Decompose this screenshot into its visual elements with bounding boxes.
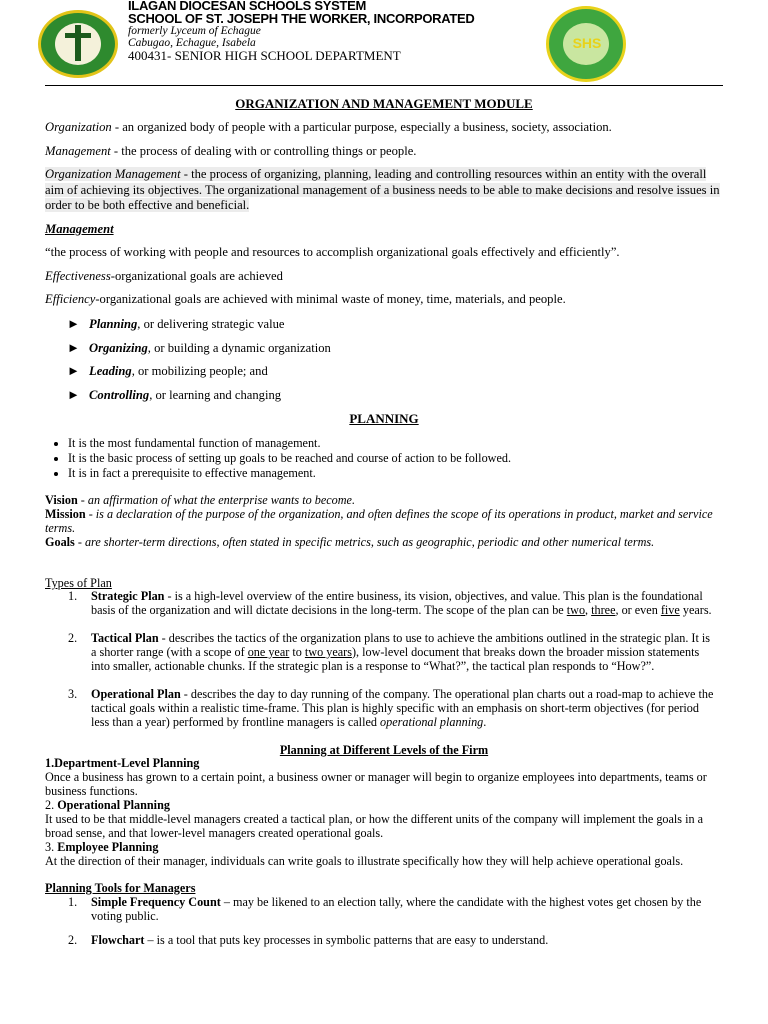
vision-line: Vision - an affirmation of what the enterprise wants to become. bbox=[45, 493, 355, 507]
definition-organization: Organization - an organized body of people with a particular purpose, especially a business, society, association. bbox=[45, 120, 612, 134]
levels-title: Planning at Different Levels of the Firm bbox=[279, 743, 489, 757]
level-heading-operational: 2. Operational Planning bbox=[45, 798, 170, 812]
goals-line: Goals - are shorter-term directions, often stated in specific metrics, such as geographic, periodic and other numerical terms. bbox=[45, 535, 655, 549]
definition-term: Management bbox=[45, 144, 111, 158]
arrow-bullet-icon: ► bbox=[67, 387, 80, 402]
definition-term: Organization bbox=[45, 120, 112, 134]
level-text-operational: It used to be that middle-level managers created a tactical plan, or how the different units of the company will implement the goals in a broad sense, and that lower-level managers created operational goals. bbox=[45, 812, 704, 840]
effectiveness-line: Effectiveness-organizational goals are achieved bbox=[45, 269, 283, 283]
definition-term: Organization Management bbox=[45, 167, 181, 181]
list-item: • It is the most fundamental function of management. bbox=[68, 436, 511, 451]
function-item-leading: ► Leading, or mobilizing people; and bbox=[67, 363, 268, 378]
level-text-employee: At the direction of their manager, individuals can write goals to illustrate specifically how they will help achieve operational goals. bbox=[45, 854, 684, 868]
definition-text: an organized body of people with a particular purpose, especially a business, society, association. bbox=[122, 120, 612, 134]
planning-title: PLANNING bbox=[349, 411, 419, 426]
school-address: Cabugao, Echague, Isabela bbox=[128, 37, 256, 49]
level-heading-employee: 3. Employee Planning bbox=[45, 840, 159, 854]
level-heading-department: 1.Department-Level Planning bbox=[45, 756, 200, 770]
former-name: formerly Lyceum of Echague bbox=[128, 25, 261, 37]
module-title: ORGANIZATION AND MANAGEMENT MODULE bbox=[235, 96, 533, 111]
department-name: 400431- SENIOR HIGH SCHOOL DEPARTMENT bbox=[128, 48, 401, 63]
tools-heading: Planning Tools for Managers bbox=[45, 881, 196, 895]
definition-text: the process of dealing with or controlling things or people. bbox=[121, 144, 417, 158]
shs-department-logo bbox=[546, 6, 626, 82]
function-item-controlling: ► Controlling, or learning and changing bbox=[67, 387, 282, 402]
arrow-bullet-icon: ► bbox=[67, 316, 80, 331]
management-heading: Management bbox=[45, 222, 114, 236]
function-item-planning: ► Planning, or delivering strategic value bbox=[67, 316, 285, 331]
plan-item-tactical: 2. Tactical Plan - describes the tactics of the organization plans to use to achieve the ambitions outlined in the strategic plan. It is a shorter range (with a scope of one year to two years), low-level document that breaks down the broader mission statements into smaller, actionable chunks. If the strategic plan is a response to “What?”, the tactical plan responds to “How?”. bbox=[68, 631, 711, 673]
definition-text: the process of organizing, planning, leading and controlling resources within an entity with the overall aim of achieving its objectives. The organizational management of a business needs to be able to make decisions and resolve issues in order to be both effective and beneficial. bbox=[45, 167, 720, 212]
header-divider bbox=[45, 85, 723, 86]
management-quote: “the process of working with people and resources to accomplish organizational goals effectively and efficiently”. bbox=[45, 245, 620, 259]
function-item-organizing: ► Organizing, or building a dynamic organization bbox=[67, 340, 331, 355]
arrow-bullet-icon: ► bbox=[67, 363, 80, 378]
school-name: SCHOOL OF ST. JOSEPH THE WORKER, INCORPORATED bbox=[128, 11, 475, 26]
definition-management: Management - the process of dealing with or controlling things or people. bbox=[45, 144, 417, 158]
definition-organization-management: Organization Management - the process of organizing, planning, leading and controlling resources within an entity with the overall aim of achieving its objectives. The organizational management of a business needs to be able to make decisions and resolve issues in order to be both effective and beneficial. bbox=[45, 167, 720, 212]
types-of-plan-heading: Types of Plan bbox=[45, 576, 112, 590]
list-item: • It is in fact a prerequisite to effective management. bbox=[68, 466, 511, 481]
school-system-name: ILAGAN DIOCESAN SCHOOLS SYSTEM bbox=[128, 0, 367, 13]
shs-logo-text: SHS bbox=[572, 35, 602, 51]
arrow-bullet-icon: ► bbox=[67, 340, 80, 355]
level-text-department: Once a business has grown to a certain point, a business owner or manager will begin to organize employees into departments, teams or business functions. bbox=[45, 770, 707, 798]
efficiency-line: Efficiency-organizational goals are achieved with minimal waste of money, time, materials, and people. bbox=[45, 292, 566, 306]
mission-line: Mission - is a declaration of the purpose of the organization, and often defines the scope of its operations in product, market and service terms. bbox=[45, 507, 713, 535]
plan-item-strategic: 1. Strategic Plan - is a high-level overview of the entire business, its vision, objectives, and value. This plan is the foundational basis of the organization and will dictate decisions in the long-term. The scope of the plan can be two, three, or even five years. bbox=[68, 589, 712, 617]
tool-item-frequency-count: 1. Simple Frequency Count – may be likened to an election tally, where the candidate with the highest votes get chosen by the voting public. bbox=[68, 895, 702, 923]
plan-item-operational: 3. Operational Plan - describes the day to day running of the company. The operational plan charts out a road-map to achieve the tactical goals within a realistic time-frame. This plan is highly specific with an emphasis on short-term objectives (for period less than a year) performed by frontline managers is called operational planning. bbox=[68, 687, 714, 729]
planning-bullet-list bbox=[45, 436, 511, 481]
list-item: • It is the basic process of setting up goals to be reached and course of action to be followed. bbox=[68, 451, 511, 466]
school-seal-logo bbox=[38, 10, 118, 78]
tool-item-flowchart: 2. Flowchart – is a tool that puts key processes in symbolic patterns that are easy to understand. bbox=[68, 933, 549, 947]
